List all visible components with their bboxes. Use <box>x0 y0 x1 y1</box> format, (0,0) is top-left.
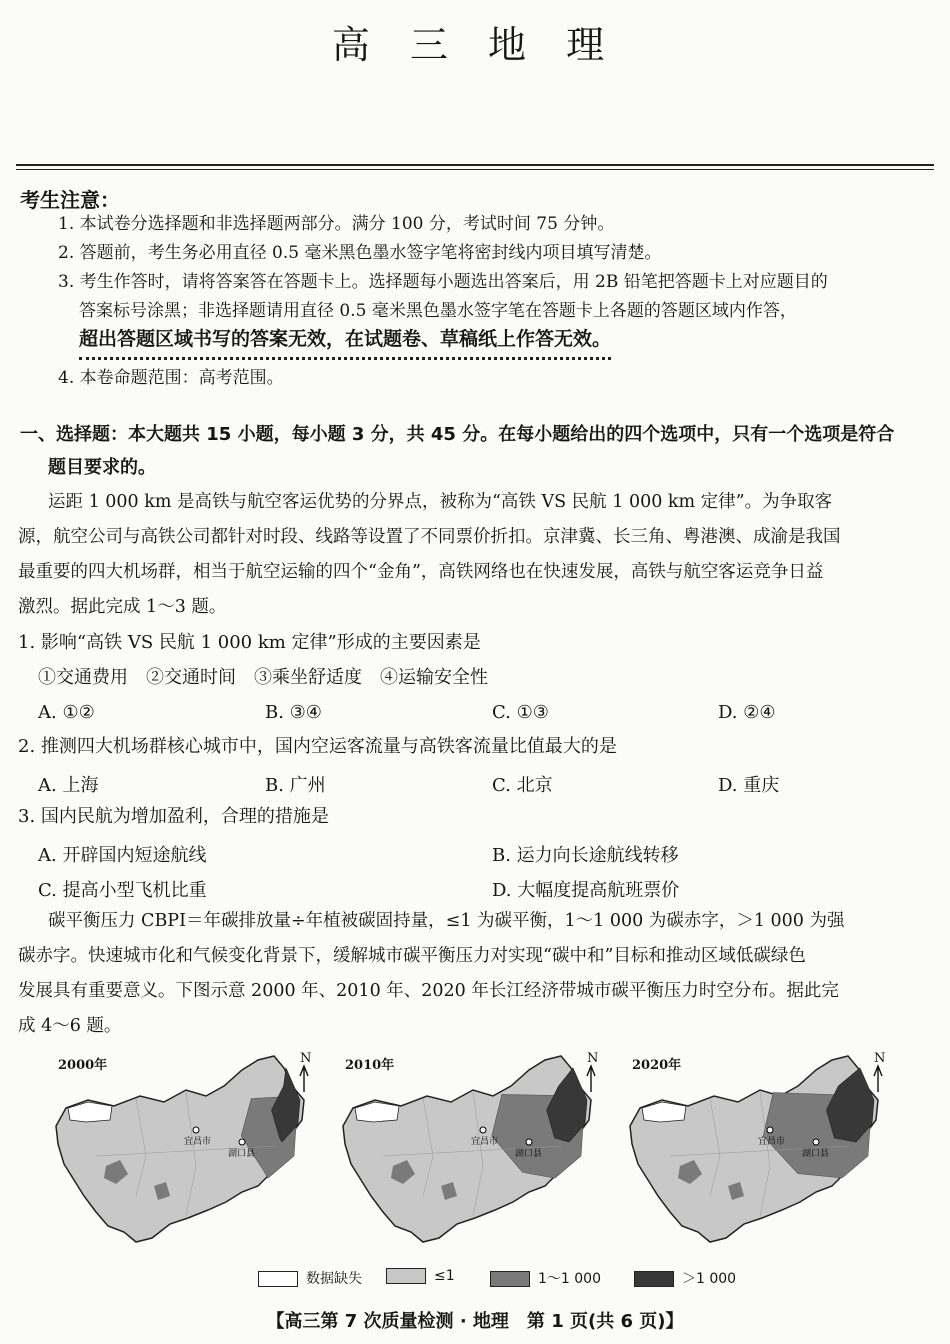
city-marker <box>239 1139 245 1145</box>
passage1-line-3: 最重要的四大机场群，相当于航空运输的四个“金角”，高铁网络也在快速发展，高铁与航空客运竞争日益 <box>18 562 824 582</box>
legend-swatch <box>490 1271 530 1287</box>
north-arrow-icon <box>874 1066 882 1092</box>
question-3-option-d: D. 大幅度提高航班票价 <box>492 880 680 901</box>
map-figure-2010 <box>323 1046 608 1256</box>
legend-swatch <box>258 1271 298 1287</box>
legend-item-strong-deficit: ＞1 000 <box>634 1268 736 1288</box>
question-1-option-d: D. ②④ <box>718 702 776 723</box>
carbon-pressure-maps <box>36 1046 916 1256</box>
question-2-option-d: D. 重庆 <box>718 775 780 796</box>
passage2-line-2: 碳赤字。快速城市化和气候变化背景下，缓解城市碳平衡压力对实现“碳中和”目标和推动区域低碳绿色 <box>18 946 806 966</box>
notice-item-4: 4. 本卷命题范围：高考范围。 <box>58 368 284 388</box>
notice-item-3: 3. 考生作答时，请将答案答在答题卡上。选择题每小题选出答案后，用 2B 铅笔把答题卡上对应题目的 <box>58 272 828 292</box>
legend-swatch <box>386 1268 426 1284</box>
question-3-stem: 3. 国内民航为增加盈利，合理的措施是 <box>18 806 329 827</box>
notice-heading: 考生注意： <box>20 188 120 212</box>
legend-item-balance: ≤1 <box>386 1268 455 1284</box>
legend-item-missing: 数据缺失 <box>258 1268 362 1288</box>
notice-item-2: 2. 答题前，考生务必用直径 0.5 毫米黑色墨水签字笔将密封线内项目填写清楚。 <box>58 243 662 263</box>
passage2-line-4: 成 4～6 题。 <box>18 1016 122 1036</box>
question-2-option-a: A. 上海 <box>38 775 99 796</box>
city-label: 宜昌市 <box>758 1137 786 1147</box>
question-3-option-a: A. 开辟国内短途航线 <box>38 845 207 866</box>
legend-swatch <box>634 1271 674 1287</box>
question-1-factors: ①交通费用 ②交通时间 ③乘坐舒适度 ④运输安全性 <box>38 667 488 688</box>
city-marker <box>767 1127 773 1133</box>
page-footer: 【高三第 7 次质量检测 · 地理 第 1 页(共 6 页)】 <box>266 1311 684 1332</box>
question-2-option-c: C. 北京 <box>492 775 553 796</box>
notice-item-1: 1. 本试卷分选择题和非选择题两部分。满分 100 分，考试时间 75 分钟。 <box>58 214 615 234</box>
map-figure-2000 <box>36 1046 321 1256</box>
map-panel-2020 <box>610 1046 895 1256</box>
passage1-line-4: 激烈。据此完成 1～3 题。 <box>18 597 227 617</box>
passage1-line-2: 源，航空公司与高铁公司都针对时段、线路等设置了不同票价折扣。京津冀、长三角、粤港澳、成渝是我国 <box>18 527 841 547</box>
city-marker <box>526 1139 532 1145</box>
city-label: 宜昌市 <box>184 1137 212 1147</box>
city-marker <box>480 1127 486 1133</box>
passage2-line-1: 碳平衡压力 CBPI＝年碳排放量÷年植被碳固持量，≤1 为碳平衡，1～1 000 为碳赤字，＞1 000 为强 <box>48 911 845 931</box>
city-label: 湖口县 <box>802 1149 830 1159</box>
section-heading-cont: 题目要求的。 <box>48 457 156 478</box>
map-panel-2010 <box>323 1046 608 1256</box>
question-1-option-b: B. ③④ <box>265 702 322 723</box>
question-3-option-c: C. 提高小型飞机比重 <box>38 880 207 901</box>
header-rule-thin <box>16 169 934 170</box>
map-year-label: 2000年 <box>58 1058 108 1073</box>
question-1-option-a: A. ①② <box>38 702 95 723</box>
question-2-option-b: B. 广州 <box>265 775 326 796</box>
north-label: N <box>300 1051 312 1066</box>
north-arrow-icon <box>587 1066 595 1092</box>
city-marker <box>193 1127 199 1133</box>
map-panel-2000 <box>36 1046 321 1256</box>
map-figure-2020 <box>610 1046 895 1256</box>
city-label: 湖口县 <box>228 1149 256 1159</box>
notice-item-3-cont: 答案标号涂黑；非选择题请用直径 0.5 毫米黑色墨水签字笔在答题卡上各题的答题区域内作答， <box>79 301 797 321</box>
city-label: 湖口县 <box>515 1149 543 1159</box>
north-label: N <box>587 1051 599 1066</box>
question-1-option-c: C. ①③ <box>492 702 549 723</box>
question-2-stem: 2. 推测四大机场群核心城市中，国内空运客流量与高铁客流量比值最大的是 <box>18 736 617 757</box>
map-year-label: 2010年 <box>345 1058 395 1073</box>
city-marker <box>813 1139 819 1145</box>
city-label: 宜昌市 <box>471 1137 499 1147</box>
north-label: N <box>874 1051 886 1066</box>
question-1-stem: 1. 影响“高铁 VS 民航 1 000 km 定律”形成的主要因素是 <box>18 632 481 653</box>
header-rule <box>16 164 934 166</box>
question-3-option-b: B. 运力向长途航线转移 <box>492 845 679 866</box>
page-title: 高 三 地 理 <box>331 23 619 67</box>
section-heading: 一、选择题：本大题共 15 小题，每小题 3 分，共 45 分。在每小题给出的四个选项中，只有一个选项是符合 <box>20 424 895 445</box>
legend-item-deficit: 1～1 000 <box>490 1268 601 1288</box>
passage1-line-1: 运距 1 000 km 是高铁与航空客运优势的分界点，被称为“高铁 VS 民航 1 000 km 定律”。为争取客 <box>48 492 833 512</box>
map-year-label: 2020年 <box>632 1058 682 1073</box>
passage2-line-3: 发展具有重要意义。下图示意 2000 年、2010 年、2020 年长江经济带城市碳平衡压力时空分布。据此完 <box>18 981 839 1001</box>
notice-item-3-emphasis: 超出答题区域书写的答案无效，在试题卷、草稿纸上作答无效。 <box>79 328 611 360</box>
north-arrow-icon <box>300 1066 308 1092</box>
